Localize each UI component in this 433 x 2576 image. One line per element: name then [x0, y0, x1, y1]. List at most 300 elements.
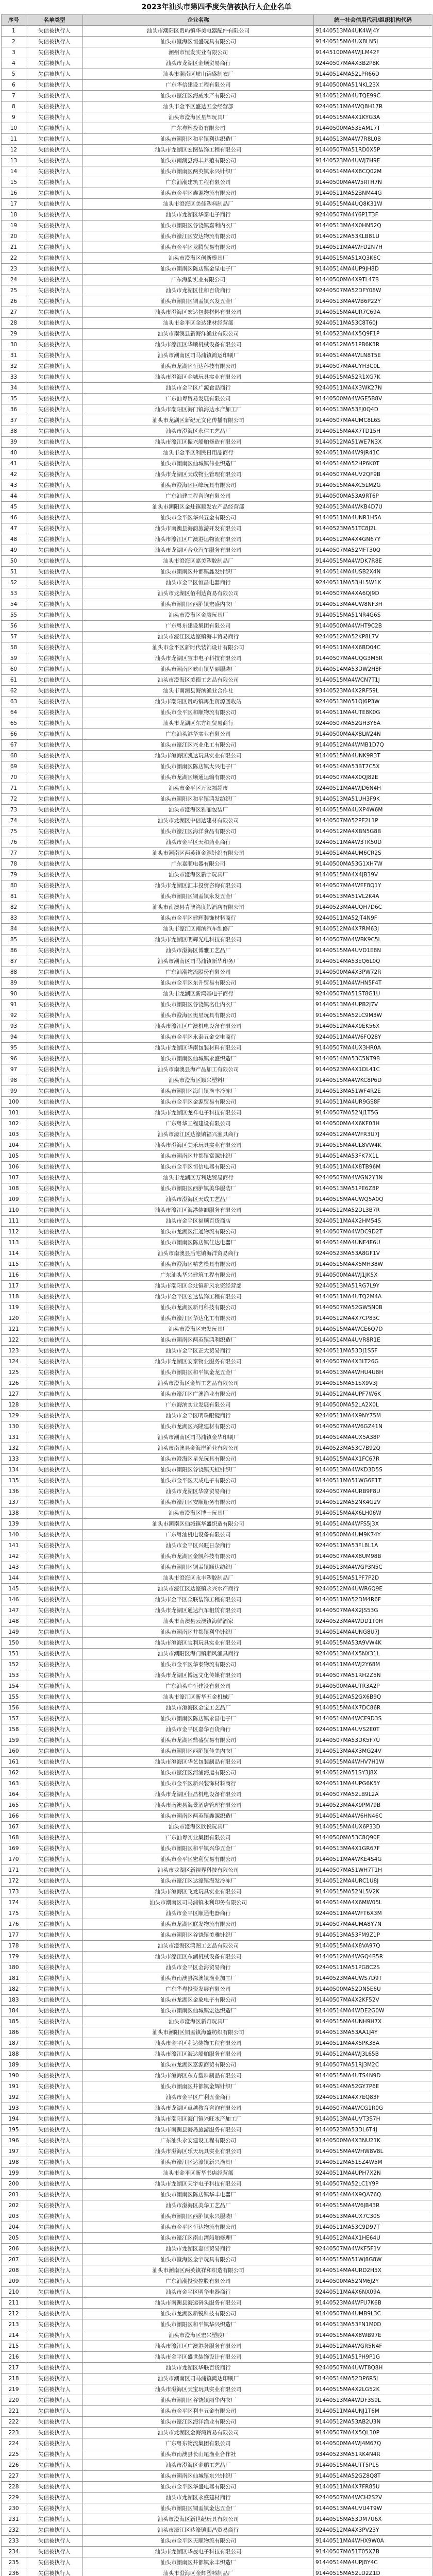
row-company-name: 汕头市龙湖区华晟电子科技有限公司	[83, 2547, 314, 2557]
row-company-name: 汕头市潮阳区金灶镇新风农资经营部	[83, 1281, 314, 1292]
row-list-type: 失信被执行人	[26, 2006, 83, 2016]
row-index: 40	[2, 448, 26, 459]
row-list-type: 失信被执行人	[26, 426, 83, 437]
table-row	[2, 718, 432, 729]
row-list-type: 失信被执行人	[26, 1843, 83, 1854]
row-index: 88	[2, 967, 26, 978]
row-credit-code: 92440511MA51PG8C2S	[314, 1962, 432, 1973]
row-index: 101	[2, 1108, 26, 1118]
table-row	[2, 1486, 432, 1497]
row-index: 122	[2, 1335, 26, 1346]
row-list-type: 失信被执行人	[26, 2493, 83, 2503]
row-company-name: 汕头市澄海区宏达包装材料有限公司	[83, 307, 314, 318]
row-list-type: 失信被执行人	[26, 1064, 83, 1075]
row-credit-code: 93440523MA51RK4N4R	[314, 2449, 432, 2460]
row-company-name: 汕头市金平区恒昌电器商行	[83, 578, 314, 588]
row-company-name: 汕头市潮南区两英镇祥和织造有限公司	[83, 2265, 314, 2276]
row-index: 203	[2, 2211, 26, 2222]
table-row	[2, 437, 432, 448]
row-company-name: 汕头市金平区龙腾贸易有限公司	[83, 242, 314, 253]
table-row	[2, 1216, 432, 1227]
table-row	[2, 1649, 432, 1659]
row-list-type: 失信被执行人	[26, 2460, 83, 2471]
row-list-type: 失信被执行人	[26, 805, 83, 816]
table-row	[2, 2092, 432, 2103]
row-index: 57	[2, 632, 26, 642]
row-index: 97	[2, 1064, 26, 1075]
table-row	[2, 1508, 432, 1519]
row-credit-code: 91440523MA4UWS7D9T	[314, 1973, 432, 1984]
row-company-name: 汕头市潮南区井都镇永丰织造厂	[83, 2557, 314, 2568]
row-list-type: 失信被执行人	[26, 2406, 83, 2417]
row-list-type: 失信被执行人	[26, 880, 83, 891]
row-index: 67	[2, 740, 26, 751]
row-company-name: 汕头市龙湖区博远文化传媒有限公司	[83, 1670, 314, 1681]
row-credit-code: 91440500MA4X8LW24N	[314, 729, 432, 740]
table-row	[2, 1151, 432, 1162]
row-company-name: 汕头市金平区正大贸易商行	[83, 1346, 314, 1357]
row-list-type: 失信被执行人	[26, 264, 83, 275]
table-row	[2, 2309, 432, 2319]
row-index: 222	[2, 2417, 26, 2428]
table-row	[2, 707, 432, 718]
table-row	[2, 1833, 432, 1843]
row-credit-code: 91440513MA4W7R8L0B	[314, 134, 432, 145]
row-company-name: 汕头市澄海区宏兴塑胶厂	[83, 2330, 314, 2341]
row-index: 230	[2, 2503, 26, 2514]
row-credit-code: 91440514MA52DP6R5J	[314, 2374, 432, 2384]
row-list-type: 失信被执行人	[26, 697, 83, 707]
row-index: 89	[2, 978, 26, 989]
row-index: 92	[2, 1010, 26, 1021]
row-company-name: 汕头市澄海区华艺包装制品有限公司	[83, 1757, 314, 1768]
row-credit-code: 91440507MA51RH2Z5N	[314, 1670, 432, 1681]
row-company-name: 汕头市潮南区陈店镇金星电子厂	[83, 264, 314, 275]
row-credit-code: 91440507MA4WBK9C5L	[314, 935, 432, 945]
row-credit-code: 91440515MA4UX8LN5J	[314, 37, 432, 47]
row-credit-code: 91440514MA4WCF9D3S	[314, 1714, 432, 1724]
row-company-name: 汕头市潮南区两英镇鸿利织造厂	[83, 1335, 314, 1346]
table-row	[2, 1281, 432, 1292]
row-company-name: 汕头市潮阳区贵屿镇华美电器配件有限公司	[83, 26, 314, 37]
row-credit-code: 91440507MA4UQG3M5R	[314, 653, 432, 664]
row-index: 25	[2, 285, 26, 296]
row-index: 55	[2, 610, 26, 621]
row-index: 18	[2, 210, 26, 221]
row-index: 42	[2, 469, 26, 480]
table-row	[2, 1173, 432, 1183]
row-company-name: 汕头市龙湖区新纪元文化传播有限公司	[83, 415, 314, 426]
row-index: 52	[2, 578, 26, 588]
row-list-type: 失信被执行人	[26, 469, 83, 480]
table-row	[2, 340, 432, 350]
row-credit-code: 92440507MA4URB9F8U	[314, 1486, 432, 1497]
row-list-type: 失信被执行人	[26, 123, 83, 134]
row-credit-code: 92440513MA4WKB4D7U	[314, 502, 432, 513]
row-company-name: 汕头市潮阳区铜盂镇金达五金厂	[83, 2503, 314, 2514]
table-row	[2, 275, 432, 285]
row-company-name: 汕头市潮南区陈店镇大兴电子厂	[83, 761, 314, 772]
row-list-type: 失信被执行人	[26, 2103, 83, 2114]
table-row	[2, 2146, 432, 2157]
row-index: 161	[2, 1757, 26, 1768]
row-list-type: 失信被执行人	[26, 2471, 83, 2482]
row-index: 56	[2, 621, 26, 632]
table-row	[2, 772, 432, 783]
row-company-name: 汕头市濠江区海达船舶服务有限公司	[83, 2049, 314, 2060]
row-list-type: 失信被执行人	[26, 1118, 83, 1129]
row-credit-code: 92440513MA4X5NX31L	[314, 1649, 432, 1659]
row-company-name: 汕头市金平区华盛电器有限公司	[83, 2482, 314, 2493]
table-row	[2, 2330, 432, 2341]
row-index: 12	[2, 145, 26, 156]
row-list-type: 失信被执行人	[26, 772, 83, 783]
row-credit-code: 91440500MA53G1XH7W	[314, 859, 432, 870]
row-index: 126	[2, 1378, 26, 1389]
row-company-name: 汕头市澄海区飞龙玩具实业有限公司	[83, 1887, 314, 1897]
row-company-name: 汕头市澄海区天成工艺品厂	[83, 1194, 314, 1205]
row-list-type: 失信被执行人	[26, 1497, 83, 1508]
header-index: 序号	[2, 15, 26, 26]
row-list-type: 失信被执行人	[26, 761, 83, 772]
row-credit-code: 91440507MA4X0QJ82E	[314, 772, 432, 783]
row-credit-code: 91440513MA4UVU4T9W	[314, 2503, 432, 2514]
row-company-name: 汕头市澄海区新奇玩具厂	[83, 2016, 314, 2027]
row-list-type: 失信被执行人	[26, 1595, 83, 1605]
row-index: 21	[2, 242, 26, 253]
row-list-type: 失信被执行人	[26, 2146, 83, 2157]
row-list-type: 失信被执行人	[26, 1443, 83, 1454]
row-credit-code: 91440515MA4UTT5P1S	[314, 2460, 432, 2471]
row-company-name: 汕头市澄海区星光玩具有限公司	[83, 1454, 314, 1465]
table-row	[2, 91, 432, 101]
row-list-type: 失信被执行人	[26, 1476, 83, 1486]
table-row	[2, 848, 432, 859]
row-company-name: 汕头市潮南区井都镇富源针织厂	[83, 1151, 314, 1162]
row-list-type: 失信被执行人	[26, 621, 83, 632]
row-company-name: 广东汕头华兴建筑工程有限公司	[83, 1270, 314, 1281]
table-row	[2, 1129, 432, 1140]
table-row	[2, 2341, 432, 2352]
row-list-type: 失信被执行人	[26, 491, 83, 502]
table-row	[2, 1952, 432, 1962]
row-credit-code: 91440513MA53FN1M0D	[314, 2319, 432, 2330]
row-index: 209	[2, 2276, 26, 2287]
row-company-name: 汕头市潮南区仙城镇东兴针织厂	[83, 2471, 314, 2482]
row-index: 133	[2, 1454, 26, 1465]
row-list-type: 失信被执行人	[26, 783, 83, 794]
row-company-name: 汕头市龙湖区明辉光电科技有限公司	[83, 935, 314, 945]
row-index: 39	[2, 437, 26, 448]
row-credit-code: 91440512MA52NK4G2V	[314, 1497, 432, 1508]
row-list-type: 失信被执行人	[26, 859, 83, 870]
row-index: 77	[2, 848, 26, 859]
row-credit-code: 91440513MA51WF4R2E	[314, 1086, 432, 1097]
row-list-type: 失信被执行人	[26, 253, 83, 264]
row-list-type: 失信被执行人	[26, 2438, 83, 2449]
row-index: 107	[2, 1173, 26, 1183]
row-credit-code: 92440507MA4WCH2S2V	[314, 2493, 432, 2503]
table-row	[2, 80, 432, 91]
row-index: 172	[2, 1876, 26, 1887]
row-index: 86	[2, 945, 26, 956]
table-row	[2, 2125, 432, 2136]
row-credit-code: 91440507MA52GW5N0B	[314, 1302, 432, 1313]
row-credit-code: 91440507MA4WDC9D2T	[314, 1227, 432, 1238]
table-row	[2, 1530, 432, 1540]
row-index: 10	[2, 123, 26, 134]
row-credit-code: 91440515MA4UNH9H7X	[314, 2016, 432, 2027]
row-list-type: 失信被执行人	[26, 47, 83, 58]
row-company-name: 广东海韵实业有限公司	[83, 275, 314, 285]
row-list-type: 失信被执行人	[26, 156, 83, 166]
row-list-type: 失信被执行人	[26, 1335, 83, 1346]
row-credit-code: 91440500MA4WJ1JK5X	[314, 1270, 432, 1281]
row-credit-code: 91440515MA51NR4G6S	[314, 610, 432, 621]
row-company-name: 汕头市龙湖区新鸿基电子商行	[83, 989, 314, 999]
row-index: 95	[2, 1043, 26, 1054]
table-row	[2, 1086, 432, 1097]
row-credit-code: 91440514MA53BT7C5X	[314, 761, 432, 772]
row-credit-code: 91440507MA52LC1Y9P	[314, 2179, 432, 2190]
row-company-name: 汕头市潮南区井都镇金辉针织厂	[83, 2081, 314, 2092]
table-row	[2, 642, 432, 653]
row-company-name: 汕头市濠江区达濠镇海发冷冻厂	[83, 1876, 314, 1887]
header-company-name: 企业名称	[83, 15, 314, 26]
row-company-name: 汕头市潮南区峡山镇华丽服装厂	[83, 664, 314, 675]
row-company-name: 汕头市潮南区司马浦镇新华印务厂	[83, 956, 314, 967]
row-company-name: 汕头市南澳县海景酒店管理有限公司	[83, 1800, 314, 1811]
table-row	[2, 1497, 432, 1508]
row-credit-code: 91440515MA4WCE6Q7D	[314, 1324, 432, 1335]
row-index: 196	[2, 2136, 26, 2146]
row-credit-code: 91440512MA4X9EK56X	[314, 1021, 432, 1032]
table-row	[2, 686, 432, 697]
table-row	[2, 2493, 432, 2503]
row-list-type: 失信被执行人	[26, 1995, 83, 2006]
row-list-type: 失信被执行人	[26, 2114, 83, 2125]
row-list-type: 失信被执行人	[26, 1833, 83, 1843]
row-company-name: 汕头市潮南区井都镇鑫发针织厂	[83, 567, 314, 578]
row-index: 17	[2, 199, 26, 210]
table-row	[2, 945, 432, 956]
row-credit-code: 91440515MA4W6JB43R	[314, 2200, 432, 2211]
row-credit-code: 91440515MA51WJ8G8W	[314, 2255, 432, 2265]
row-index: 188	[2, 2049, 26, 2060]
row-credit-code: 91440515MA4UR7C69A	[314, 307, 432, 318]
row-index: 23	[2, 264, 26, 275]
row-index: 82	[2, 902, 26, 913]
row-index: 220	[2, 2395, 26, 2406]
row-credit-code: 91440515MA4WHW8V8L	[314, 2146, 432, 2157]
table-row	[2, 221, 432, 231]
row-credit-code: 91440515MA4WDK7R8E	[314, 556, 432, 567]
row-index: 200	[2, 2179, 26, 2190]
row-credit-code: 91440500MA53C8Q90E	[314, 1833, 432, 1843]
row-company-name: 广东嘉顺电器有限公司	[83, 859, 314, 870]
table-row	[2, 1811, 432, 1822]
row-credit-code: 91440512MA51PB6K3R	[314, 340, 432, 350]
row-company-name: 汕头市澄海区金城玩具实业有限公司	[83, 372, 314, 383]
row-index: 183	[2, 1995, 26, 2006]
row-index: 111	[2, 1216, 26, 1227]
row-company-name: 汕头市潮阳区贵屿镇再生资源回收站	[83, 697, 314, 707]
table-header-row	[2, 15, 432, 26]
row-index: 176	[2, 1919, 26, 1930]
row-company-name: 汕头市澄海区创新模具厂	[83, 253, 314, 264]
row-list-type: 失信被执行人	[26, 318, 83, 329]
table-row	[2, 610, 432, 621]
row-index: 164	[2, 1789, 26, 1800]
table-row	[2, 1389, 432, 1400]
row-credit-code: 91440513MA4X3MG24V	[314, 1746, 432, 1757]
table-row	[2, 1854, 432, 1865]
row-company-name: 汕头市南澳县海滨渔业合作社	[83, 686, 314, 697]
row-list-type: 失信被执行人	[26, 1151, 83, 1162]
row-credit-code: 91440511MA4UNJ1T6M	[314, 2406, 432, 2417]
row-credit-code: 92440511MA4UVS2E0T	[314, 1724, 432, 1735]
row-company-name: 汕头市濠江区海洋食品有限公司	[83, 826, 314, 837]
row-list-type: 失信被执行人	[26, 1627, 83, 1638]
table-row	[2, 1367, 432, 1378]
row-credit-code: 92440523MA53A8GF1V	[314, 1248, 432, 1259]
row-credit-code: 92440511MA4X9NY75M	[314, 1411, 432, 1421]
row-credit-code: 92440512MA4X3PV23Y	[314, 2525, 432, 2536]
row-credit-code: 91440513MA4WKD3D5S	[314, 1465, 432, 1476]
row-index: 16	[2, 188, 26, 199]
row-company-name: 汕头市濠江区海威水产有限公司	[83, 91, 314, 101]
table-row	[2, 1822, 432, 1833]
row-credit-code: 92440511MA4WQ8H17R	[314, 101, 432, 112]
row-list-type: 失信被执行人	[26, 2330, 83, 2341]
row-list-type: 失信被执行人	[26, 1173, 83, 1183]
row-company-name: 汕头市龙湖区富源商贸有限公司	[83, 2060, 314, 2071]
row-list-type: 失信被执行人	[26, 1465, 83, 1476]
row-company-name: 汕头市金平区和顺物流有限公司	[83, 707, 314, 718]
table-row	[2, 2428, 432, 2438]
row-company-name: 汕头市龙湖区中信达建材有限公司	[83, 816, 314, 826]
row-list-type: 失信被执行人	[26, 1952, 83, 1962]
row-index: 104	[2, 1140, 26, 1151]
row-index: 216	[2, 2352, 26, 2363]
row-index: 75	[2, 826, 26, 837]
row-company-name: 汕头市金平区金源贸易有限公司	[83, 1097, 314, 1108]
row-list-type: 失信被执行人	[26, 2125, 83, 2136]
row-credit-code: 91440514MA4UNF4E6U	[314, 1238, 432, 1248]
row-credit-code: 91440515MA4X1FC67R	[314, 1454, 432, 1465]
table-row	[2, 1378, 432, 1389]
row-index: 31	[2, 350, 26, 361]
row-list-type: 失信被执行人	[26, 870, 83, 880]
row-index: 53	[2, 588, 26, 599]
row-index: 207	[2, 2255, 26, 2265]
row-list-type: 失信被执行人	[26, 891, 83, 902]
row-list-type: 失信被执行人	[26, 2417, 83, 2428]
table-row	[2, 1400, 432, 1411]
row-company-name: 汕头市濠江区海港装卸服务有限公司	[83, 1205, 314, 1216]
table-row	[2, 329, 432, 340]
row-index: 206	[2, 2244, 26, 2255]
row-list-type: 失信被执行人	[26, 480, 83, 491]
row-credit-code: 91440515MA4WKC8P6D	[314, 1075, 432, 1086]
row-company-name: 汕头市澄海区金辉塑料制品厂	[83, 2568, 314, 2576]
row-company-name: 汕头市南澳县海产品加工有限公司	[83, 1064, 314, 1075]
table-row	[2, 675, 432, 686]
row-credit-code: 93440523MA4X2RF59L	[314, 686, 432, 697]
row-index: 214	[2, 2330, 26, 2341]
row-company-name: 汕头市金平区利达装饰工程有限公司	[83, 2038, 314, 2049]
table-row	[2, 1043, 432, 1054]
row-list-type: 失信被执行人	[26, 1389, 83, 1400]
row-credit-code: 91440507MA4X5QL30P	[314, 2428, 432, 2438]
row-credit-code: 91440515MA51SX9V3J	[314, 1378, 432, 1389]
table-row	[2, 1627, 432, 1638]
row-index: 8	[2, 101, 26, 112]
row-list-type: 失信被执行人	[26, 1724, 83, 1735]
document-title: 2023年汕头市第四季度失信被执行人企业名单	[141, 3, 292, 11]
row-company-name: 汕头市金平区天成电子有限公司	[83, 1476, 314, 1486]
row-index: 35	[2, 394, 26, 404]
row-index: 84	[2, 924, 26, 935]
row-index: 80	[2, 880, 26, 891]
row-credit-code: 91440514MA4UPJ8Y4C	[314, 2557, 432, 2568]
table-row	[2, 296, 432, 307]
row-company-name: 汕头市澄海区金鹏工艺品厂	[83, 2460, 314, 2471]
row-list-type: 失信被执行人	[26, 610, 83, 621]
row-company-name: 汕头市龙湖区宝丰电子科技有限公司	[83, 653, 314, 664]
row-list-type: 失信被执行人	[26, 394, 83, 404]
row-list-type: 失信被执行人	[26, 221, 83, 231]
table-row	[2, 112, 432, 123]
table-row	[2, 2060, 432, 2071]
table-row	[2, 1789, 432, 1800]
table-row	[2, 2547, 432, 2557]
row-company-name: 汕头市龙湖区嘉信贸易商行	[83, 2244, 314, 2255]
row-company-name: 汕头市濠江区南山湾船舶修理厂	[83, 2233, 314, 2244]
row-list-type: 失信被执行人	[26, 1908, 83, 1919]
row-list-type: 失信被执行人	[26, 2395, 83, 2406]
row-credit-code: 91440512MA4X4GN67Y	[314, 534, 432, 545]
row-list-type: 失信被执行人	[26, 513, 83, 523]
row-company-name: 汕头市潮南区司马浦镇鸿运印刷厂	[83, 350, 314, 361]
row-list-type: 失信被执行人	[26, 686, 83, 697]
row-company-name: 汕头市龙湖区华泰电子商行	[83, 210, 314, 221]
row-list-type: 失信被执行人	[26, 924, 83, 935]
table-row	[2, 318, 432, 329]
row-list-type: 失信被执行人	[26, 1659, 83, 1670]
row-index: 109	[2, 1194, 26, 1205]
row-index: 184	[2, 2006, 26, 2016]
row-credit-code: 91440515MA4XC5LM2G	[314, 480, 432, 491]
row-company-name: 汕头市金平区众联装饰工程有限公司	[83, 1595, 314, 1605]
row-company-name: 汕头市龙湖区华富贸易商行	[83, 1486, 314, 1497]
row-company-name: 汕头市金平区广利五金商行	[83, 2092, 314, 2103]
row-list-type: 失信被执行人	[26, 1238, 83, 1248]
table-row	[2, 2525, 432, 2536]
row-credit-code: 91440512MA51SY3J8X	[314, 1768, 432, 1778]
row-list-type: 失信被执行人	[26, 1530, 83, 1540]
row-company-name: 汕头市濠江区广澳港运物流有限公司	[83, 534, 314, 545]
row-company-name: 汕头市濠江区南滨汽车维修厂	[83, 924, 314, 935]
row-list-type: 失信被执行人	[26, 1075, 83, 1086]
row-index: 140	[2, 1530, 26, 1540]
row-credit-code: 91440511MA51WG6E1T	[314, 1476, 432, 1486]
row-list-type: 失信被执行人	[26, 1227, 83, 1238]
row-index: 50	[2, 556, 26, 567]
row-index: 190	[2, 2071, 26, 2081]
row-index: 59	[2, 653, 26, 664]
row-company-name: 汕头市龙湖区安泰物业服务有限公司	[83, 1357, 314, 1367]
